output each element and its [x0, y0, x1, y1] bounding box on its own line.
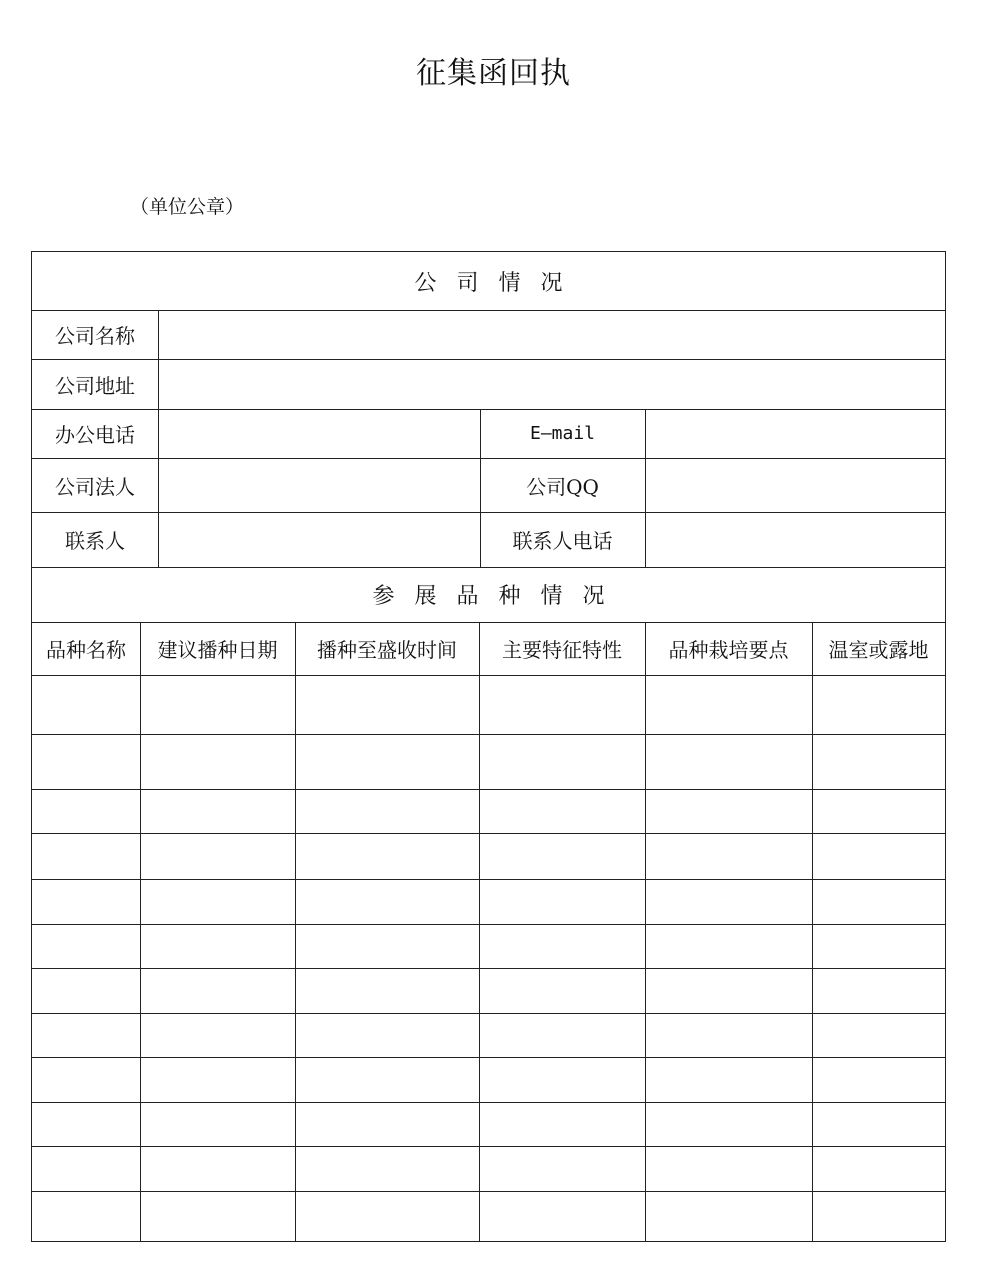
variety-data-cell[interactable] [812, 968, 945, 1013]
variety-data-cell[interactable] [140, 1057, 295, 1102]
variety-data-cell[interactable] [479, 879, 645, 924]
contact-field[interactable] [158, 512, 480, 567]
variety-data-cell[interactable] [295, 1013, 479, 1057]
variety-data-cell[interactable] [140, 1191, 295, 1241]
variety-data-cell[interactable] [479, 1102, 645, 1146]
variety-data-cell[interactable] [140, 1013, 295, 1057]
variety-data-cell[interactable] [140, 924, 295, 968]
variety-header-cell: 温室或露地 [828, 638, 929, 662]
divider [645, 409, 646, 567]
email-field[interactable] [645, 409, 945, 458]
variety-data-cell[interactable] [32, 734, 140, 789]
divider [295, 622, 296, 1241]
company-qq-label: 公司QQ [526, 474, 599, 499]
varieties-section-title: 参展品种情况 [372, 584, 625, 609]
variety-data-cell[interactable] [812, 789, 945, 833]
variety-data-cell[interactable] [645, 675, 812, 734]
variety-data-cell[interactable] [32, 968, 140, 1013]
variety-data-cell[interactable] [812, 1191, 945, 1241]
variety-data-cell[interactable] [645, 734, 812, 789]
variety-data-cell[interactable] [479, 1146, 645, 1191]
company-name-label: 公司名称 [55, 324, 135, 348]
variety-data-cell[interactable] [32, 833, 140, 879]
variety-data-cell[interactable] [140, 879, 295, 924]
office-phone-label: 办公电话 [55, 423, 135, 447]
variety-data-cell[interactable] [295, 675, 479, 734]
variety-data-cell[interactable] [645, 924, 812, 968]
variety-data-cell[interactable] [812, 879, 945, 924]
company-seal-label: （单位公章） [130, 196, 245, 218]
divider [480, 409, 481, 567]
variety-data-cell[interactable] [645, 1102, 812, 1146]
divider [479, 622, 480, 1241]
variety-data-cell[interactable] [140, 789, 295, 833]
variety-header-cell: 播种至盛收时间 [317, 638, 457, 662]
reply-form-table [31, 251, 946, 1242]
variety-data-cell[interactable] [479, 968, 645, 1013]
variety-data-cell[interactable] [645, 968, 812, 1013]
variety-data-cell[interactable] [645, 1191, 812, 1241]
page-title: 征集函回执 [416, 56, 571, 91]
variety-data-cell[interactable] [140, 675, 295, 734]
variety-data-cell[interactable] [645, 833, 812, 879]
contact-phone-field[interactable] [645, 512, 945, 567]
variety-data-cell[interactable] [479, 833, 645, 879]
variety-data-cell[interactable] [812, 734, 945, 789]
variety-data-cell[interactable] [295, 789, 479, 833]
legal-person-label: 公司法人 [55, 474, 135, 499]
variety-data-cell[interactable] [295, 924, 479, 968]
variety-data-cell[interactable] [140, 1146, 295, 1191]
variety-data-cell[interactable] [645, 879, 812, 924]
variety-data-cell[interactable] [812, 675, 945, 734]
variety-header-cell: 建议播种日期 [157, 638, 278, 662]
divider [812, 622, 813, 1241]
variety-data-cell[interactable] [812, 833, 945, 879]
variety-data-cell[interactable] [32, 1146, 140, 1191]
divider [158, 310, 159, 567]
office-phone-field[interactable] [158, 409, 480, 458]
variety-data-cell[interactable] [32, 1102, 140, 1146]
contact-label: 联系人 [65, 529, 125, 553]
variety-data-cell[interactable] [812, 1057, 945, 1102]
email-label: E—mail [529, 423, 596, 444]
variety-data-cell[interactable] [140, 734, 295, 789]
variety-header-cell: 品种栽培要点 [668, 638, 789, 662]
variety-data-cell[interactable] [479, 789, 645, 833]
variety-data-cell[interactable] [812, 924, 945, 968]
variety-data-cell[interactable] [645, 1013, 812, 1057]
variety-data-cell[interactable] [479, 734, 645, 789]
variety-data-cell[interactable] [295, 1057, 479, 1102]
variety-data-cell[interactable] [32, 1191, 140, 1241]
variety-data-cell[interactable] [812, 1102, 945, 1146]
variety-data-cell[interactable] [645, 1146, 812, 1191]
divider [645, 622, 646, 1241]
variety-data-cell[interactable] [32, 879, 140, 924]
variety-data-cell[interactable] [812, 1013, 945, 1057]
variety-data-cell[interactable] [32, 789, 140, 833]
variety-data-cell[interactable] [479, 675, 645, 734]
variety-data-cell[interactable] [32, 1057, 140, 1102]
variety-data-cell[interactable] [32, 1013, 140, 1057]
variety-data-cell[interactable] [479, 1057, 645, 1102]
variety-data-cell[interactable] [295, 1102, 479, 1146]
variety-data-cell[interactable] [140, 833, 295, 879]
company-qq-field[interactable] [645, 458, 945, 512]
variety-data-cell[interactable] [140, 968, 295, 1013]
variety-data-cell[interactable] [295, 1191, 479, 1241]
variety-data-cell[interactable] [32, 924, 140, 968]
company-address-label: 公司地址 [55, 373, 135, 398]
variety-header-cell: 品种名称 [46, 638, 126, 662]
variety-data-cell[interactable] [295, 879, 479, 924]
variety-data-cell[interactable] [295, 833, 479, 879]
variety-data-cell[interactable] [295, 968, 479, 1013]
variety-data-cell[interactable] [812, 1146, 945, 1191]
company-name-field[interactable] [158, 310, 945, 359]
company-section-title: 公司情况 [414, 270, 583, 296]
legal-person-field[interactable] [158, 458, 480, 512]
variety-data-cell[interactable] [295, 1146, 479, 1191]
variety-data-cell[interactable] [479, 924, 645, 968]
variety-data-cell[interactable] [295, 734, 479, 789]
variety-data-cell[interactable] [479, 1191, 645, 1241]
variety-data-cell[interactable] [645, 1057, 812, 1102]
contact-phone-label: 联系人电话 [512, 529, 613, 553]
company-address-field[interactable] [158, 359, 945, 409]
variety-data-cell[interactable] [645, 789, 812, 833]
variety-data-cell[interactable] [140, 1102, 295, 1146]
variety-data-cell[interactable] [479, 1013, 645, 1057]
divider [140, 622, 141, 1241]
variety-data-cell[interactable] [32, 675, 140, 734]
variety-header-cell: 主要特征特性 [502, 638, 622, 662]
